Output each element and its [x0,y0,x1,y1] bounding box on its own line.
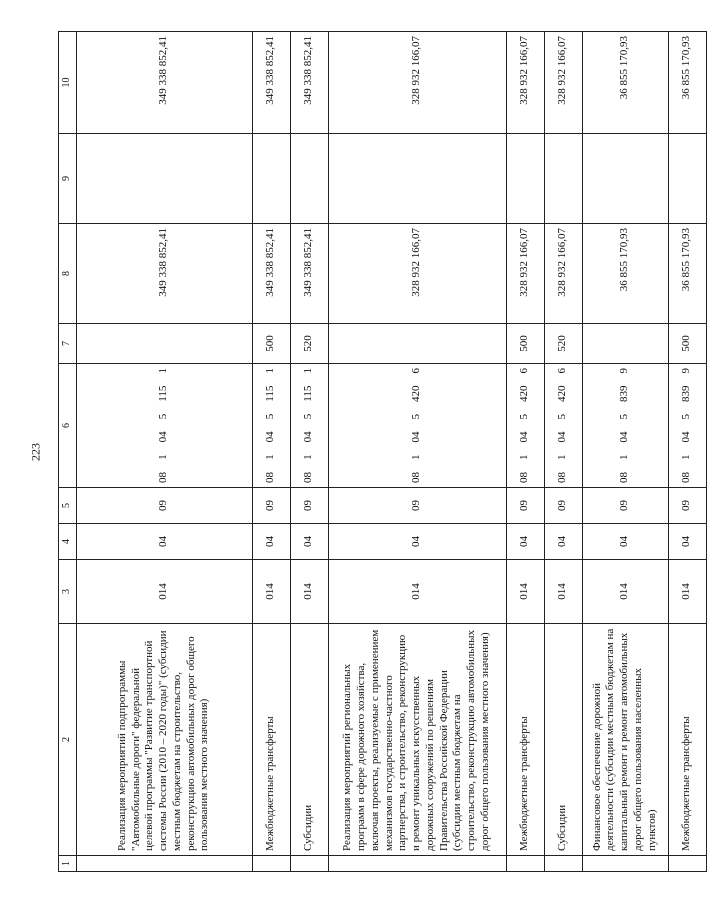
target-article-part: 08 [680,472,693,483]
cell-total: 36 855 170,93 [582,32,668,134]
target-article-part: 1 [302,454,315,460]
target-article-part: 04 [618,431,631,443]
target-article-part: 04 [410,431,423,443]
cell-col-9 [582,134,668,224]
target-article-part: 5 [518,414,531,420]
target-article-parts [302,368,316,483]
cell-code-subsection: 09 [506,488,544,524]
target-article-parts [264,368,278,483]
cell-col-9 [290,134,328,224]
cell-code-subsection: 09 [328,488,506,524]
cell-col-9 [544,134,582,224]
target-article-part: 04 [680,431,693,443]
cell-code-ministry: 014 [328,560,506,624]
target-article-part: 6 [410,368,423,374]
cell-code-section: 04 [76,524,252,560]
target-article-part: 04 [518,431,531,443]
column-header: 3 [59,560,77,624]
header-row [59,32,77,872]
cell-total: 349 338 852,41 [76,32,252,134]
cell-expense-type: 520 [290,324,328,364]
cell-description: Реализация мероприятий подпрограммы "Автомобильные дороги" федеральной целевой программы "Развитие транспортной системы России (2010 – 2020 годы)" (субсидии местным бюджетам на строительство, реконструкцию автомобильных дорог общего пользования местного значения) [76,624,252,856]
cell-expense-type [582,324,668,364]
cell-description: Субсидии [544,624,582,856]
cell-expense-type [328,324,506,364]
cell-col-1 [544,856,582,872]
cell-target-article [76,364,252,488]
cell-target-article [506,364,544,488]
target-article-part: 1 [618,454,631,460]
target-article-part: 5 [410,414,423,420]
table-row [544,32,582,872]
cell-description: Межбюджетные трансферты [252,624,290,856]
target-article-part: 04 [302,431,315,443]
cell-code-ministry: 014 [76,560,252,624]
target-article-part: 1 [264,454,277,460]
cell-target-article [328,364,506,488]
target-article-part: 1 [302,368,315,374]
cell-col-9 [76,134,252,224]
target-article-part: 08 [410,472,423,483]
table-row [582,32,668,872]
target-article-part: 420 [556,385,569,402]
target-article-part: 420 [518,385,531,402]
table-row [76,32,252,872]
cell-code-ministry: 014 [668,560,706,624]
target-article-part: 5 [157,413,170,420]
target-article-part: 04 [556,431,569,443]
rotated-content [58,32,693,872]
cell-code-ministry: 014 [582,560,668,624]
cell-col-1 [76,856,252,872]
cell-col-9 [328,134,506,224]
cell-total: 328 932 166,07 [506,32,544,134]
cell-target-article [290,364,328,488]
target-article-part: 420 [410,385,423,402]
cell-expense-type: 520 [544,324,582,364]
cell-code-subsection: 09 [582,488,668,524]
cell-description: Реализация мероприятий региональных программ в сфере дорожного хозяйства, включая проекты, реализуемые с применением механизмов государственно-частного партнерства, и строительство, реконструкцию и ремонт уникальных искусственных дорожных сооружений по решениям Правительства Российской Федерации (субсидии местным бюджетам на строительство, реконструкцию автомобильных дорог общего пользования местного значения) [328,624,506,856]
target-article-parts [556,368,570,483]
cell-amount: 328 932 166,07 [506,224,544,324]
target-article-part: 9 [680,368,693,374]
cell-code-ministry: 014 [506,560,544,624]
target-article-part: 839 [618,385,631,402]
cell-code-ministry: 014 [252,560,290,624]
cell-description: Межбюджетные трансферты [506,624,544,856]
cell-col-1 [668,856,706,872]
cell-code-subsection: 09 [544,488,582,524]
target-article-part: 115 [302,385,315,402]
cell-code-section: 04 [544,524,582,560]
budget-table [58,31,707,872]
cell-col-1 [328,856,506,872]
table-row [668,32,706,872]
table-body [76,32,706,872]
cell-code-subsection: 09 [76,488,252,524]
column-header: 7 [59,324,77,364]
cell-code-section: 04 [328,524,506,560]
cell-total: 349 338 852,41 [290,32,328,134]
target-article-part: 839 [680,385,693,402]
cell-description: Субсидии [290,624,328,856]
cell-amount: 328 932 166,07 [544,224,582,324]
column-header: 2 [59,624,77,856]
cell-code-section: 04 [506,524,544,560]
cell-col-1 [290,856,328,872]
cell-total: 349 338 852,41 [252,32,290,134]
cell-amount: 349 338 852,41 [290,224,328,324]
target-article-part: 1 [680,454,693,460]
cell-amount: 36 855 170,93 [668,224,706,324]
cell-description: Финансовое обеспечение дорожной деятельности (субсидии местным бюджетам на капитальный ремонт и ремонт автомобильных дорог общего пользования населенных пунктов) [582,624,668,856]
target-article-part: 5 [302,413,315,420]
target-article-part: 9 [618,368,631,374]
page-number: 223 [28,443,43,461]
target-article-parts [157,368,171,483]
target-article-part: 08 [518,472,531,483]
cell-code-ministry: 014 [290,560,328,624]
cell-target-article [668,364,706,488]
target-article-parts [518,368,532,483]
target-article-part: 115 [264,385,277,402]
target-article-part: 04 [264,431,277,443]
target-article-part: 08 [618,472,631,483]
target-article-part: 1 [518,454,531,460]
column-header: 1 [59,856,77,872]
cell-target-article [544,364,582,488]
target-article-parts [410,368,424,483]
cell-code-subsection: 09 [252,488,290,524]
target-article-part: 08 [302,472,315,483]
cell-col-9 [506,134,544,224]
target-article-parts [618,368,632,483]
table-row [328,32,506,872]
target-article-part: 1 [157,454,170,460]
cell-code-ministry: 014 [544,560,582,624]
table-row [252,32,290,872]
table-row [290,32,328,872]
column-header: 4 [59,524,77,560]
target-article-part: 115 [157,385,170,402]
cell-description: Межбюджетные трансферты [668,624,706,856]
cell-code-section: 04 [252,524,290,560]
target-article-part: 1 [157,368,170,374]
column-header: 9 [59,134,77,224]
table-row [506,32,544,872]
cell-code-section: 04 [668,524,706,560]
cell-expense-type: 500 [506,324,544,364]
cell-expense-type [76,324,252,364]
cell-code-subsection: 09 [668,488,706,524]
target-article-part: 08 [157,472,170,483]
target-article-part: 08 [264,472,277,483]
column-header: 10 [59,32,77,134]
cell-col-1 [582,856,668,872]
cell-amount: 349 338 852,41 [76,224,252,324]
target-article-part: 6 [556,368,569,374]
cell-code-section: 04 [290,524,328,560]
cell-total: 328 932 166,07 [544,32,582,134]
target-article-part: 5 [618,414,631,420]
target-article-part: 1 [556,454,569,460]
column-header: 8 [59,224,77,324]
cell-expense-type: 500 [252,324,290,364]
target-article-part: 6 [518,368,531,374]
target-article-part: 04 [157,431,170,443]
cell-col-9 [252,134,290,224]
cell-col-9 [668,134,706,224]
column-header: 5 [59,488,77,524]
cell-amount: 349 338 852,41 [252,224,290,324]
target-article-part: 5 [264,413,277,420]
cell-col-1 [252,856,290,872]
cell-col-1 [506,856,544,872]
column-header: 6 [59,364,77,488]
cell-code-subsection: 09 [290,488,328,524]
target-article-part: 1 [264,368,277,374]
cell-total: 36 855 170,93 [668,32,706,134]
target-article-part: 08 [556,472,569,483]
target-article-parts [680,368,694,483]
cell-amount: 36 855 170,93 [582,224,668,324]
cell-amount: 328 932 166,07 [328,224,506,324]
cell-target-article [252,364,290,488]
cell-expense-type: 500 [668,324,706,364]
cell-target-article [582,364,668,488]
cell-total: 328 932 166,07 [328,32,506,134]
target-article-part: 5 [556,414,569,420]
target-article-part: 1 [410,454,423,460]
target-article-part: 5 [680,414,693,420]
cell-code-section: 04 [582,524,668,560]
